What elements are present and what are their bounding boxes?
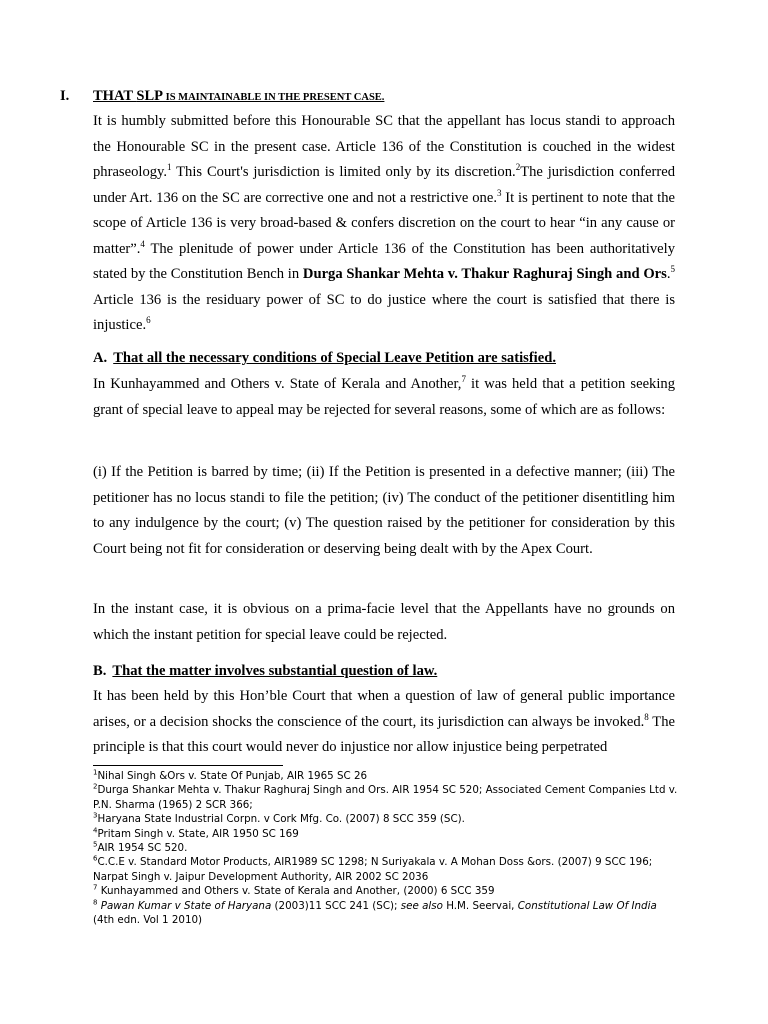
footnote-1 (93, 769, 679, 783)
footnote-ref: 5 (670, 264, 675, 275)
text-run: Article 136 is the residuary power of SC to do justice where the court is satisfied that there is injustice. (93, 291, 675, 333)
footnote-ref: 4 (140, 238, 145, 249)
footnote-ref: 6 (146, 315, 151, 326)
text-run: The jurisdiction conferred under Art. 136 on the SC are corrective one and not a restrictive one. (93, 164, 675, 206)
footnote-edition: (4th edn. Vol 1 2010) (93, 914, 203, 927)
paragraph-1 (93, 109, 675, 339)
text-run: The principle is that this court would never do injustice nor allow injustice being perpetrated (93, 713, 675, 755)
heading-text: That all the necessary conditions of Special Leave Petition are satisfied. (113, 350, 556, 366)
section-title (93, 88, 384, 105)
footnote-divider (93, 765, 283, 766)
footnote-text: Pritam Singh v. State, AIR 1950 SC 169 (97, 827, 299, 840)
text-run: it was held that a petition seeking grant of special leave to appeal may be rejected for several reasons, some of which are as follows: (93, 376, 675, 418)
heading-label: A. (93, 350, 108, 366)
text-run: In Kunhayammed and Others v. State of Kerala and Another, (93, 376, 462, 392)
heading-b (93, 663, 437, 680)
footnote-4 (93, 827, 679, 841)
footnote-author: H.M. Seervai, (442, 899, 518, 912)
section-title-part-1: THAT (93, 88, 137, 104)
footnote-text: C.C.E v. Standard Motor Products, AIR1989 SC 1298; N Suriyakala v. A Mohan Doss &ors. (2007) 9 SCC 196; Narpat Singh v. Jaipur Development Authority, AIR 2002 SC 2036 (93, 856, 653, 883)
footnote-number: 8 (93, 898, 98, 907)
paragraph-a1 (93, 372, 675, 423)
paragraph-b1 (93, 684, 675, 761)
footnote-ref: 3 (496, 187, 502, 198)
text-run: The plenitude of power under Article 136 of the Constitution has been authoritatively stated by the Constitution Bench in (93, 240, 675, 282)
footnote-number: 1 (93, 768, 98, 777)
text-run: It has been held by this Hon’ble Court that when a question of law of general public importance arises, or a decision shocks the conscience of the court, its jurisdiction can always be invoked. (93, 688, 675, 730)
footnote-text: Durga Shankar Mehta v. Thakur Raghuraj Singh and Ors. AIR 1954 SC 520; Associated Cement Companies Ltd v. P.N. Sharma (1965) 2 SCR 366; (93, 784, 678, 811)
footnote-number: 3 (93, 811, 98, 820)
footnote-number: 5 (93, 840, 98, 849)
text-run: . (666, 266, 671, 282)
footnote-text: Nihal Singh &Ors v. State Of Punjab, AIR 1965 SC 26 (97, 770, 368, 782)
footnote-signal: see also (400, 899, 443, 912)
paragraph-a3: In the instant case, it is obvious on a prima-facie level that the Appellants have no grounds on which the instant petition for special leave could be rejected. (93, 601, 675, 643)
footnote-ref: 2 (515, 162, 521, 173)
footnote-book-title: Constitutional Law Of India (517, 899, 657, 912)
text-run: It is humbly submitted before this Honourable SC that the appellant has locus standi to approach the Honourable SC in the present case. Article 136 of the Constitution is couched in the widest phraseology. (93, 113, 675, 180)
footnotes (93, 769, 679, 927)
paragraph-a2: (i) If the Petition is barred by time; (ii) If the Petition is presented in a defective manner; (iii) The petitioner has no locus standi to file the petition; (iv) The conduct of the petitioner disentitling him to any indulgence by the court; (v) The question raised by the petitioner for consideration by this Court being not fit for consideration or deserving being dealt with by the Apex Court. (93, 464, 675, 557)
footnote-text: AIR 1954 SC 520. (97, 842, 188, 855)
footnote-text: Haryana State Industrial Corpn. v Cork Mfg. Co. (2007) 8 SCC 359 (SC). (97, 813, 465, 826)
footnote-7 (93, 884, 679, 898)
case-name: Durga Shankar Mehta v. Thakur Raghuraj Singh and Ors (302, 266, 667, 282)
heading-label: B. (93, 663, 107, 679)
text-run: It is pertinent to note that the scope of Article 136 is very broad-based & confers discretion on the court to hear “in any cause or matter”. (93, 189, 675, 257)
footnote-5 (93, 841, 679, 855)
footnote-number: 7 (93, 883, 98, 892)
heading-a (93, 350, 556, 367)
footnote-case-name: Pawan Kumar v State of Haryana (97, 899, 272, 912)
footnote-ref: 1 (167, 162, 172, 173)
section-title-part-3: IS MAINTAINABLE IN THE PRESENT CASE. (162, 92, 385, 103)
footnote-ref: 7 (461, 374, 466, 385)
footnote-2 (93, 783, 679, 812)
footnote-6 (93, 855, 679, 884)
footnote-text: Kunhayammed and Others v. State of Kerala and Another, (2000) 6 SCC 359 (97, 885, 495, 898)
footnote-number: 6 (93, 855, 98, 864)
footnote-number: 2 (93, 782, 98, 791)
footnote-3 (93, 812, 679, 826)
section-number: I. (60, 88, 70, 104)
text-run: This Court's jurisdiction is limited only by its discretion. (171, 164, 516, 180)
footnote-citation: (2003)11 SCC 241 (SC); (271, 899, 401, 912)
footnote-ref: 8 (644, 711, 649, 722)
heading-text: That the matter involves substantial question of law. (112, 663, 438, 679)
footnote-number: 4 (93, 826, 98, 835)
section-title-part-2: SLP (136, 88, 163, 104)
footnote-8 (93, 899, 679, 928)
